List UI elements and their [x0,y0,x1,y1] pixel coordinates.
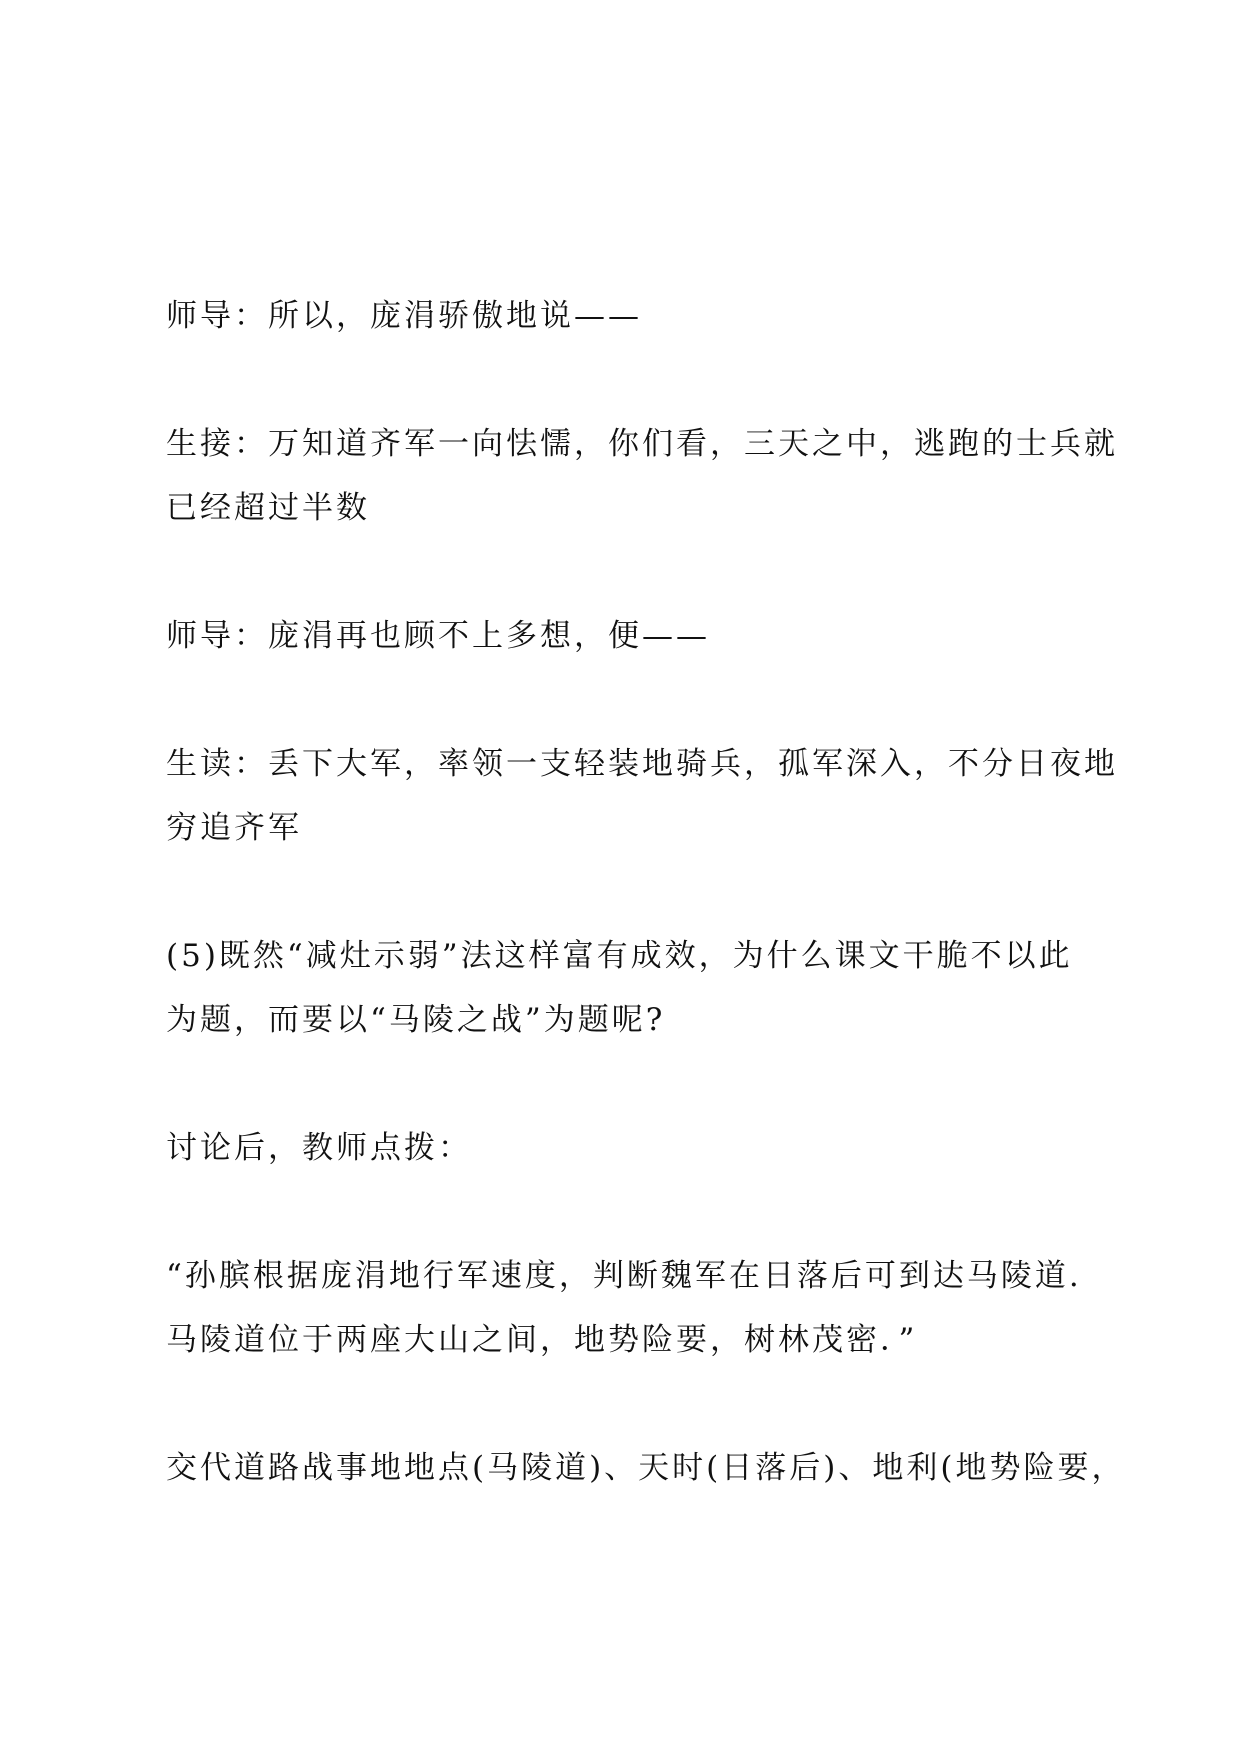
text-line: 讨论后，教师点拨： [166,1130,472,1166]
text-line: 为题，而要以“马陵之战”为题呢? [166,1002,666,1038]
text-line: 穷追齐军 [166,810,302,846]
text-line: 生接：万知道齐军一向怯懦，你们看，三天之中，逃跑的士兵就 [166,426,1118,462]
text-line: 马陵道位于两座大山之间，地势险要，树林茂密．” [166,1322,918,1358]
paragraph-student-reply-1 [166,412,1118,540]
text-line: (5)既然“减灶示弱”法这样富有成效，为什么课文干脆不以此 [166,938,1073,974]
paragraph-student-reading [166,732,1118,860]
paragraph-quotation [166,1244,1096,1372]
paragraph-explanation [166,1436,1126,1500]
paragraph-question-5 [166,924,1096,1052]
text-line: 交代道路战事地地点(马陵道)、天时(日落后)、地利(地势险要， [166,1450,1126,1486]
text-line: 师导：庞涓再也顾不上多想，便—— [166,618,710,654]
text-line: 已经超过半数 [166,490,370,526]
text-line: 生读：丢下大军，率领一支轻装地骑兵，孤军深入，不分日夜地 [166,746,1118,782]
paragraph-discussion-note [166,1116,1096,1180]
paragraph-teacher-guide-1 [166,284,1096,348]
paragraph-teacher-guide-2 [166,604,1096,668]
text-line: 师导：所以，庞涓骄傲地说—— [166,298,642,334]
text-line: “孙膑根据庞涓地行军速度，判断魏军在日落后可到达马陵道. [166,1258,1082,1294]
